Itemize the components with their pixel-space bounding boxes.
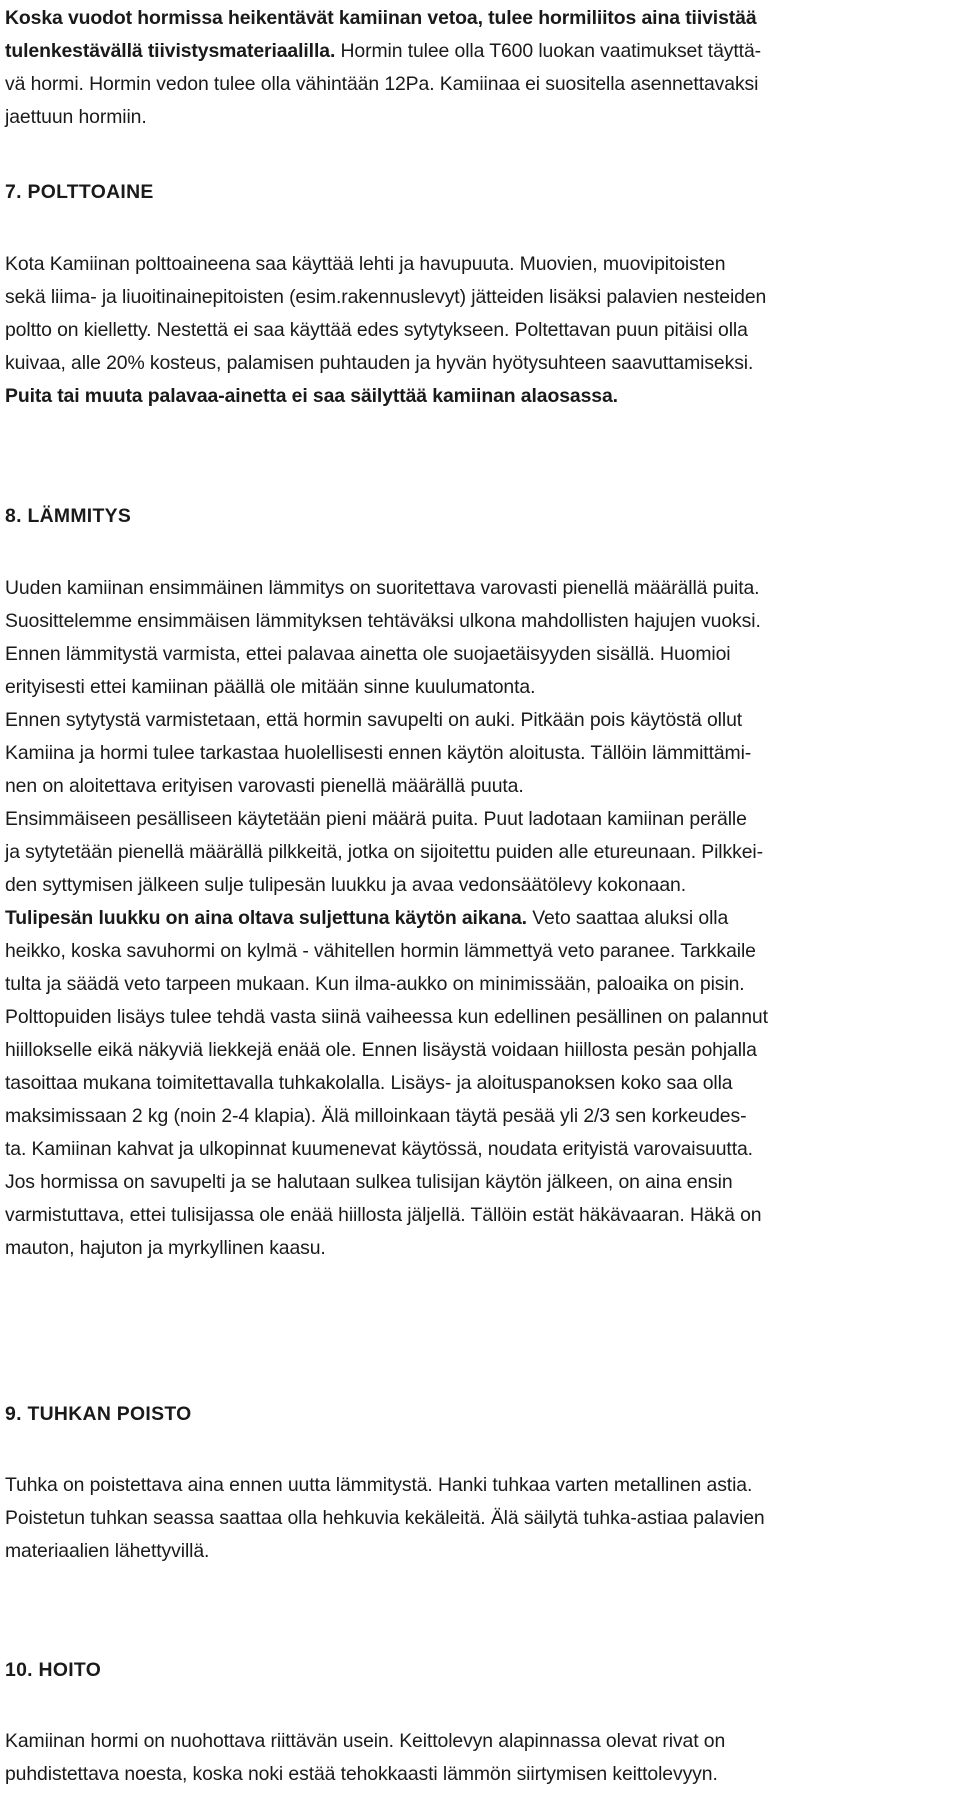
text-line	[5, 902, 955, 935]
text-line	[5, 1725, 955, 1758]
text-line	[5, 737, 955, 770]
body-text: Polttopuiden lisäys tulee tehdä vasta siinä vaiheessa kun edellinen pesällinen on palannut	[5, 1006, 768, 1028]
text-line	[5, 1034, 955, 1067]
body-text: Uuden kamiinan ensimmäinen lämmitys on suoritettava varovasti pienellä määrällä puita.	[5, 577, 760, 599]
text-line	[5, 248, 955, 281]
text-line	[5, 968, 955, 1001]
text-line	[5, 1469, 955, 1502]
text-line	[5, 605, 955, 638]
body-text: Poistetun tuhkan seassa saattaa olla hehkuvia kekäleitä. Älä säilytä tuhka-astiaa palavien	[5, 1507, 765, 1529]
body-text: sekä liima- ja liuoitinainepitoisten (esim.rakennuslevyt) jätteiden lisäksi palavien nesteiden	[5, 286, 767, 308]
text-line	[5, 638, 955, 671]
text-line	[5, 572, 955, 605]
text-line	[5, 704, 955, 737]
body-text: Ennen lämmitystä varmista, ettei palavaa ainetta ole suojaetäisyyden sisällä. Huomioi	[5, 643, 731, 665]
body-text: tulta ja säädä veto tarpeen mukaan. Kun ilma-aukko on minimissään, paloaika on pisin.	[5, 973, 745, 995]
body-text: vä hormi. Hormin vedon tulee olla vähintään 12Pa. Kamiinaa ei suositella asennettavaksi	[5, 73, 759, 95]
body-text: den syttymisen jälkeen sulje tulipesän luukku ja avaa vedonsäätölevy kokonaan.	[5, 874, 686, 896]
section-9-heading: 9. TUHKAN POISTO	[5, 1403, 192, 1425]
bold-text: Puita tai muuta palavaa-ainetta ei saa säilyttää kamiinan alaosassa.	[5, 385, 618, 407]
section-8-heading: 8. LÄMMITYS	[5, 505, 132, 527]
text-line	[5, 1067, 955, 1100]
text-line	[5, 1133, 955, 1166]
text-line	[5, 836, 955, 869]
body-text: jaettuun hormiin.	[5, 106, 147, 128]
body-text: erityisesti ettei kamiinan päällä ole mitään sinne kuulumatonta.	[5, 676, 536, 698]
text-line	[5, 1535, 955, 1568]
body-text: poltto on kielletty. Nestettä ei saa käyttää edes sytytykseen. Poltettavan puun pitäisi olla	[5, 319, 748, 341]
section-8-paragraph	[5, 572, 955, 1265]
body-text: Kamiina ja hormi tulee tarkastaa huolellisesti ennen käytön aloitusta. Tällöin lämmittämi-	[5, 742, 752, 764]
text-line	[5, 35, 955, 68]
body-text: varmistuttava, ettei tulisijassa ole enää hiillosta jäljellä. Tällöin estät häkävaaran. Häkä on	[5, 1204, 762, 1226]
text-line	[5, 1758, 955, 1791]
text-line	[5, 671, 955, 704]
body-text: tasoittaa mukana toimitettavalla tuhkakolalla. Lisäys- ja aloituspanoksen koko saa olla	[5, 1072, 733, 1094]
body-text: Kota Kamiinan polttoaineena saa käyttää lehti ja havupuuta. Muovien, muovipitoisten	[5, 253, 726, 275]
section-10-paragraph	[5, 1725, 955, 1791]
text-line	[5, 2, 955, 35]
body-text: Kamiinan hormi on nuohottava riittävän usein. Keittolevyn alapinnassa olevat rivat on	[5, 1730, 726, 1752]
text-line	[5, 1001, 955, 1034]
body-text: hiillokselle eikä näkyviä liekkejä enää ole. Ennen lisäystä voidaan hiillosta pesän pohjalla	[5, 1039, 757, 1061]
text-line	[5, 1232, 955, 1265]
body-text: Ennen sytytystä varmistetaan, että hormin savupelti on auki. Pitkään pois käytöstä ollut	[5, 709, 743, 731]
text-line	[5, 1166, 955, 1199]
text-line	[5, 770, 955, 803]
body-text: Jos hormissa on savupelti ja se halutaan sulkea tulisijan käytön jälkeen, on aina ensin	[5, 1171, 733, 1193]
section-7-heading: 7. POLTTOAINE	[5, 181, 154, 203]
text-line	[5, 68, 955, 101]
text-line	[5, 347, 955, 380]
body-text: maksimissaan 2 kg (noin 2-4 klapia). Älä milloinkaan täytä pesää yli 2/3 sen korkeudes-	[5, 1105, 747, 1127]
body-text: mauton, hajuton ja myrkyllinen kaasu.	[5, 1237, 326, 1259]
body-text: heikko, koska savuhormi on kylmä - vähitellen hormin lämmettyä veto paranee. Tarkkaile	[5, 940, 756, 962]
bold-text: Tulipesän luukku on aina oltava suljettuna käytön aikana.	[5, 907, 527, 929]
section-10-heading: 10. HOITO	[5, 1659, 102, 1681]
body-text: Tuhka on poistettava aina ennen uutta lämmitystä. Hanki tuhkaa varten metallinen astia.	[5, 1474, 753, 1496]
bold-text: tulenkestävällä tiivistysmateriaalilla.	[5, 40, 336, 62]
body-text: materiaalien lähettyvillä.	[5, 1540, 210, 1562]
text-line	[5, 935, 955, 968]
section-7-paragraph	[5, 248, 955, 413]
body-text: Veto saattaa aluksi olla	[526, 907, 729, 929]
text-line	[5, 380, 955, 413]
bold-text: Koska vuodot hormissa heikentävät kamiinan vetoa, tulee hormiliitos aina tiivistää	[5, 7, 757, 29]
text-line	[5, 803, 955, 836]
body-text: nen on aloitettava erityisen varovasti pienellä määrällä puuta.	[5, 775, 524, 797]
body-text: ta. Kamiinan kahvat ja ulkopinnat kuumenevat käytössä, noudata erityistä varovaisuutta.	[5, 1138, 753, 1160]
body-text: puhdistettava noesta, koska noki estää tehokkaasti lämmön siirtymisen keittolevyyn.	[5, 1763, 718, 1785]
body-text: Hormin tulee olla T600 luokan vaatimukset täyttä-	[335, 40, 761, 62]
text-line	[5, 1502, 955, 1535]
text-line	[5, 314, 955, 347]
text-line	[5, 1199, 955, 1232]
text-line	[5, 281, 955, 314]
body-text: ja sytytetään pienellä määrällä pilkkeitä, jotka on sijoitettu puiden alle etureunaan. Pilkkei-	[5, 841, 763, 863]
body-text: kuivaa, alle 20% kosteus, palamisen puhtauden ja hyvän hyötysuhteen saavuttamiseksi.	[5, 352, 754, 374]
body-text: Suosittelemme ensimmäisen lämmityksen tehtäväksi ulkona mahdollisten hajujen vuoksi.	[5, 610, 761, 632]
text-line	[5, 101, 955, 134]
section-9-paragraph	[5, 1469, 955, 1568]
text-line	[5, 869, 955, 902]
intro-paragraph	[5, 2, 955, 134]
body-text: Ensimmäiseen pesälliseen käytetään pieni määrä puita. Puut ladotaan kamiinan perälle	[5, 808, 747, 830]
text-line	[5, 1100, 955, 1133]
